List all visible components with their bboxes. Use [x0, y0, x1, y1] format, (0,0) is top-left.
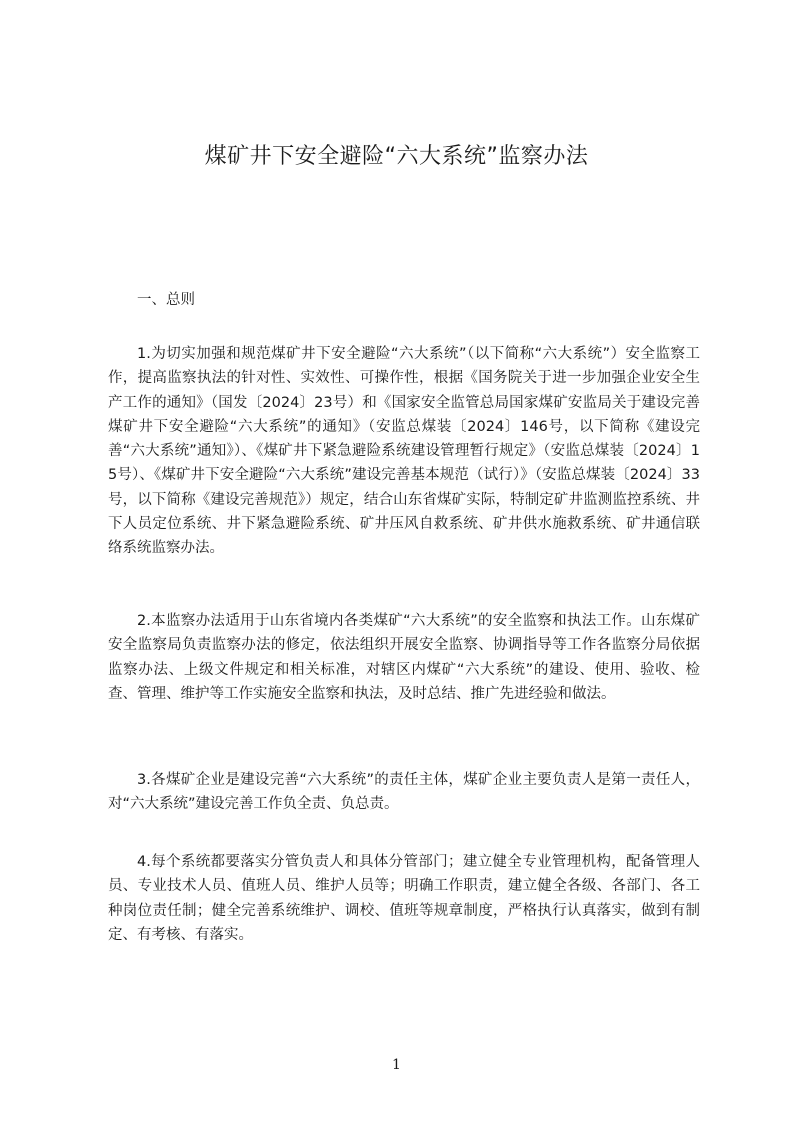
paragraph-4: 4.每个系统都要落实分管负责人和具体分管部门；建立健全专业管理机构，配备管理人员、专业技术人员、值班人员、维护人员等；明确工作职责，建立健全各级、各部门、各工种岗位责任制；健全完善系统维护、调校、值班等规章制度，严格执行认真落实，做到有制定、有考核、有落实。: [108, 854, 700, 943]
document-title: 煤矿井下安全避险“六大系统”监察办法: [204, 144, 589, 169]
paragraph-3: 3.各煤矿企业是建设完善“六大系统”的责任主体，煤矿企业主要负责人是第一责任人，对“六大系统”建设完善工作负全责、负总责。: [108, 772, 700, 813]
page-number: 1: [392, 1057, 401, 1073]
paragraph-1: 1.为切实加强和规范煤矿井下安全避险“六大系统”（以下简称“六大系统”）安全监察工作，提高监察执法的针对性、实效性、可操作性，根据《国务院关于进一步加强企业安全生产工作的通知》（国发〔2024〕23号）和《国家安全监管总局国家煤矿安监局关于建设完善煤矿井下安全避险“六大系统”的通知》（安监总煤装〔2024〕146号，以下简称《建设完善“六大系统”通知》）、《煤矿井下紧急避险系统建设管理暂行规定》（安监总煤装〔2024〕15号）、《煤矿井下安全避险“六大系统”建设完善基本规范（试行）》（安监总煤装〔2024〕33号，以下简称《建设完善规范》）规定，结合山东省煤矿实际，特制定矿井监测监控系统、井下人员定位系统、井下紧急避险系统、矿井压风自救系统、矿井供水施救系统、矿井通信联络系统监察办法。: [108, 346, 700, 557]
paragraph-2: 2.本监察办法适用于山东省境内各类煤矿“六大系统”的安全监察和执法工作。山东煤矿安全监察局负责监察办法的修定，依法组织开展安全监察、协调指导等工作各监察分局依据监察办法、上级文件规定和相关标准，对辖区内煤矿“六大系统”的建设、使用、验收、检查、管理、维护等工作实施安全监察和执法，及时总结、推广先进经验和做法。: [108, 613, 700, 702]
section-heading: 一、总则: [137, 292, 195, 308]
